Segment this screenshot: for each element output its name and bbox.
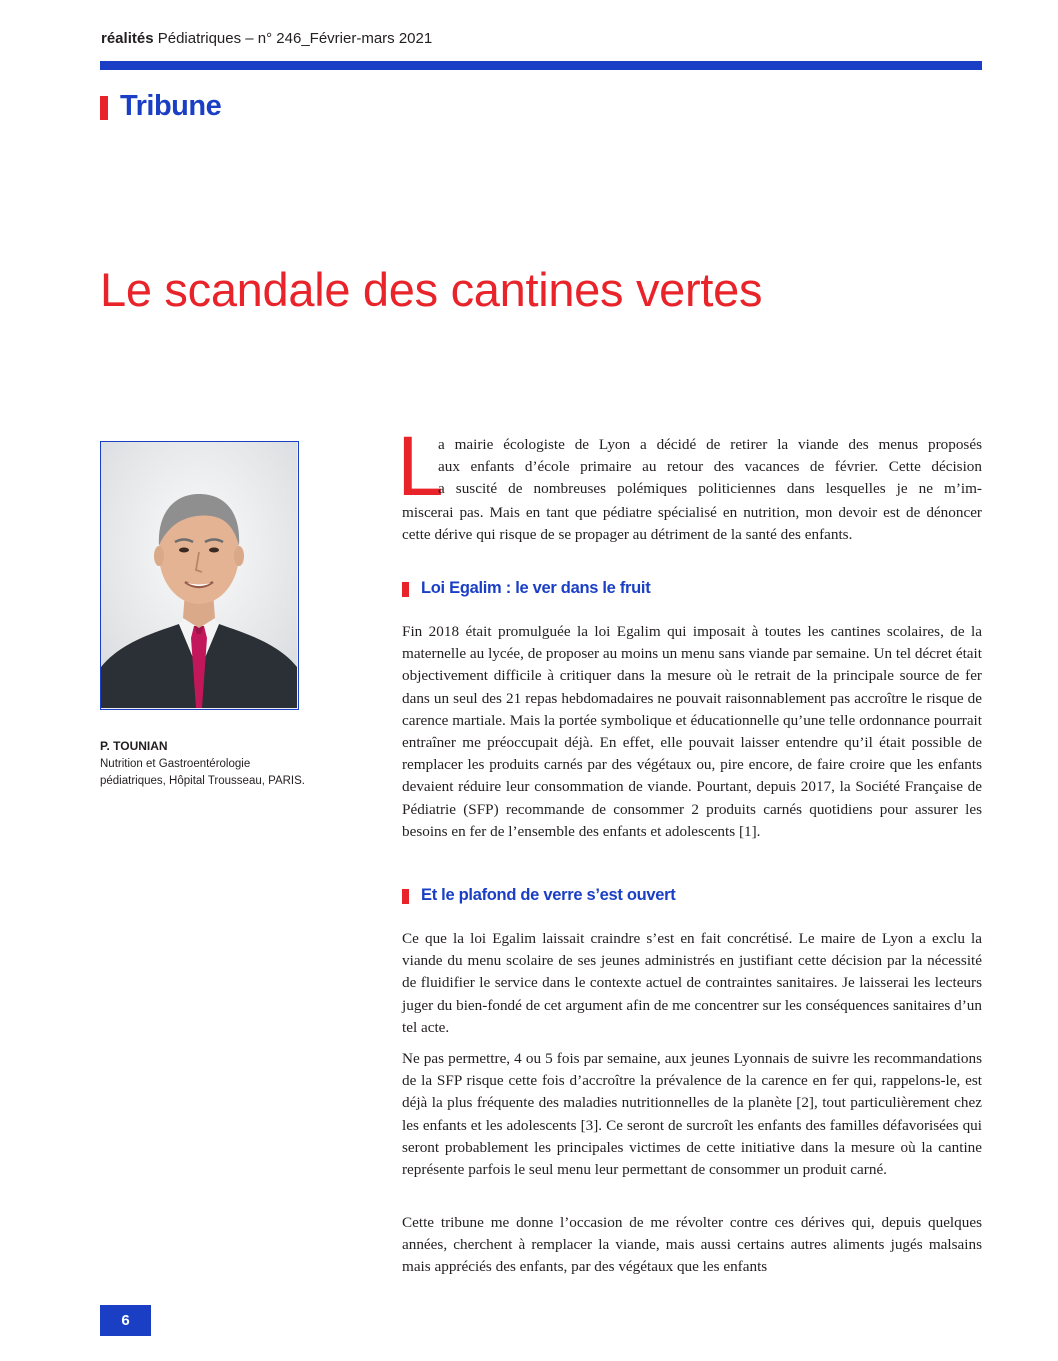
journal-issue: Pédiatriques – n° 246_Février-mars 2021 [157,30,433,47]
running-header [101,30,432,47]
paragraph: Ne pas permettre, 4 ou 5 fois par semaine, aux jeunes Lyonnais de suivre les recommandations de la SFP risque cette fois d’accroître la prévalence de la carence en fer qui, rappelons-le, est déjà la plus fréquente des maladies nutritionnelles de la planète [2], tout particulièrement chez les enfants et les adolescents [3]. Ce seront de surcroît les enfants des familles défavorisées qui seront probablement les principales victimes de cette initiative dans la mesure où la cantine représente parfois le seul menu leur permettant de consommer un produit carné. [402,1050,982,1179]
section-title: Tribune [120,90,222,122]
author-name: P. TOUNIAN [100,739,168,753]
article-title: Le scandale des cantines vertes [100,263,763,316]
subhead-loi-egalim: Loi Egalim : le ver dans le fruit [421,579,651,597]
lead-line-3: a suscité de nombreuses polémiques politiciennes dans lesquelles je ne m’im- [438,480,982,497]
journal-brand: réalités [101,30,154,47]
subhead-marker [402,582,409,597]
author-affiliation-line2: pédiatriques, Hôpital Trousseau, PARIS. [100,775,305,787]
paragraph: Cette tribune me donne l’occasion de me révolter contre ces dérives qui, depuis quelques années, cherchent à remplacer la viande, mais aussi certains autres aliments jugés malsains mais appréciés des enfants, par des végétaux que les enfants [402,1214,982,1276]
drop-cap: L [397,419,444,513]
author-portrait [101,442,297,708]
paragraph: Fin 2018 était promulguée la loi Egalim qui imposait à toutes les cantines scolaires, de la maternelle au lycée, de proposer au moins un menu sans viande par semaine. Un tel décret était objectivement difficile à critiquer dans la mesure où le retrait de la principale source de fer dans un seul des 21 repas hebdomadaires ne pouvait raisonnablement pas accroître le risque de carence martiale. Mais la portée symbolique et éducationnelle qu’une telle ordonnance pourrait entraîner me préoccupait déjà. En effet, elle pouvait laisser entendre qu’il était possible de remplacer les produits carnés par des végétaux ou, pire encore, de faire croire que les enfants devaient réduire leur consommation de viande. Pourtant, depuis 2017, la Société Française de Pédiatrie (SFP) recommande de consommer 2 produits carnés quotidiens pour assurer les besoins en fer de l’ensemble des enfants et adolescents [1]. [402,623,982,840]
lead-line-1: a mairie écologiste de Lyon a décidé de retirer la viande des menus proposés [438,436,982,453]
page-number: 6 [100,1305,151,1336]
paragraph: Ce que la loi Egalim laissait craindre s’est en fait concrétisé. Le maire de Lyon a exclu la viande du menu scolaire de ses jeunes administrés en justifiant cette décision par la nécessité de fluidifier le service dans le contexte actuel de contraintes sanitaires. Je laisserai les lecteurs juger du bien-fondé de cet argument afin de me concentrer sur les conséquences sanitaires d’un tel acte. [402,930,982,1036]
subhead-plafond-de-verre: Et le plafond de verre s’est ouvert [421,886,676,904]
subhead-marker [402,889,409,904]
author-affiliation [100,756,330,790]
lead-line-2: aux enfants d’école primaire au retour des vacances de février. Cette décision [438,458,982,475]
author-photo [100,441,299,710]
author-affiliation-line1: Nutrition et Gastroentérologie [100,758,251,770]
header-rule [100,61,982,70]
lead-paragraph-rest: miscerai pas. Mais en tant que pédiatre spécialisé en nutrition, mon devoir est de dénoncer cette dérive qui risque de se propager au détriment de la santé des enfants. [402,504,982,544]
section-marker [100,96,108,120]
